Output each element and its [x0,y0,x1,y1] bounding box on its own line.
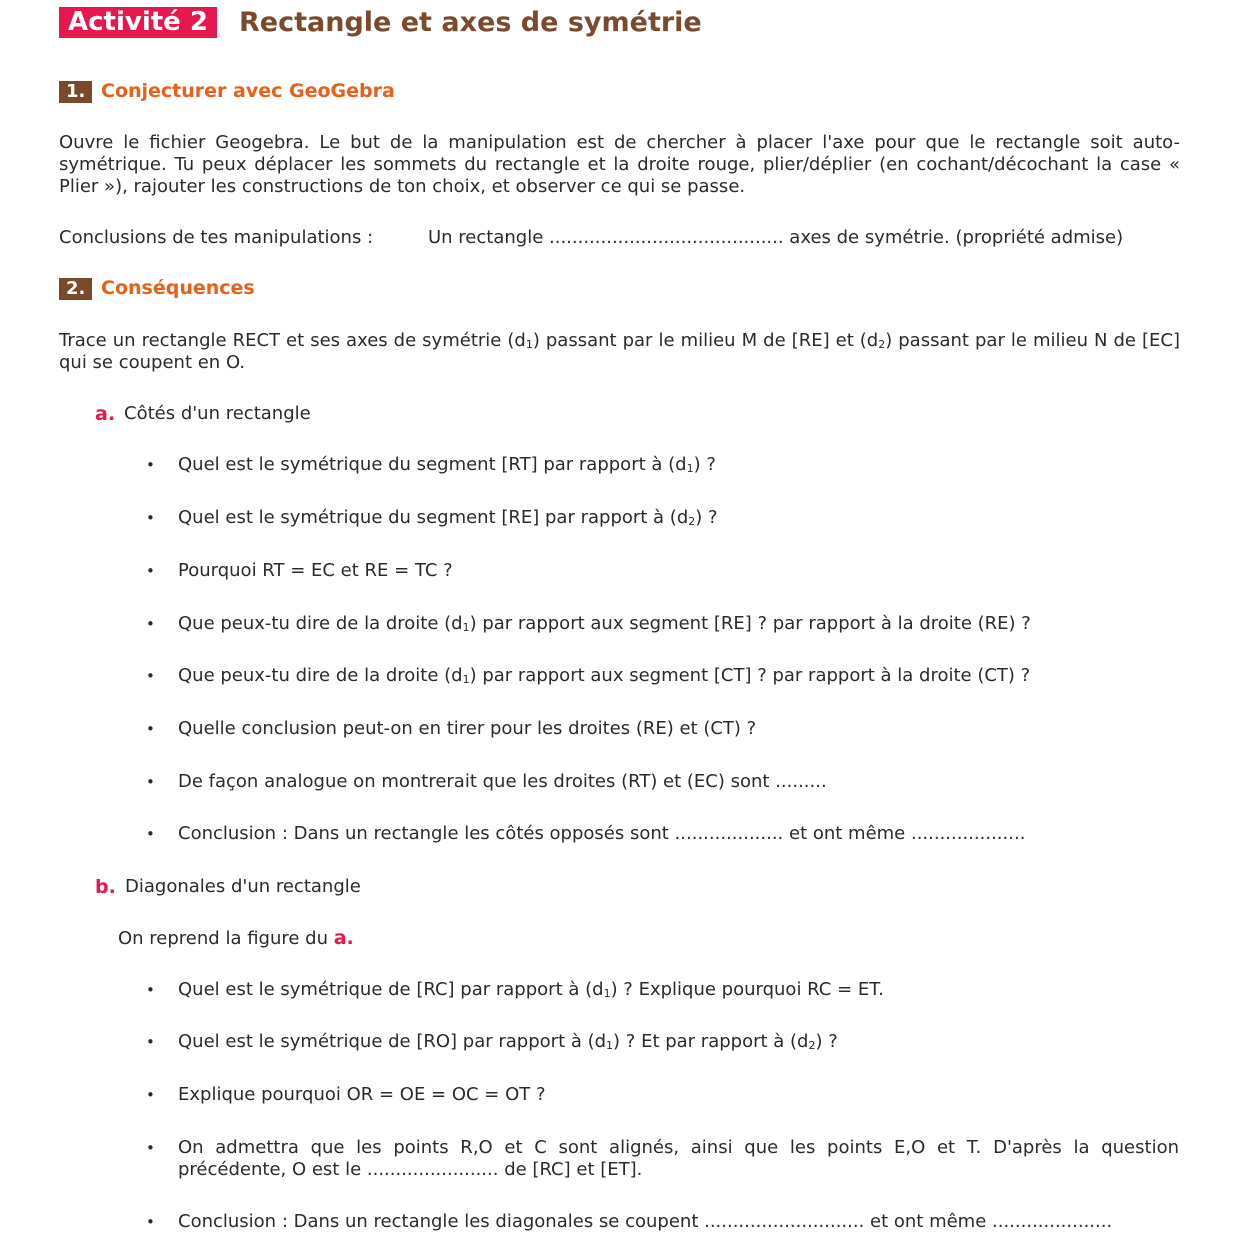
page-title: Rectangle et axes de symétrie [239,7,702,38]
bullet-icon: • [146,1033,155,1051]
bullet-icon: • [146,1139,155,1157]
question-a8: Conclusion : Dans un rectangle les côtés opposés sont ................... et ont même .................... [178,823,1026,844]
part-b-title: Diagonales d'un rectangle [125,876,361,897]
question-b5: Conclusion : Dans un rectangle les diagonales se coupent ............................ et ont même ..................... [178,1211,1113,1232]
question-a4: Que peux-tu dire de la droite $(d_1)$ par rapport aux segment [RE] ? par rapport à la droite (RE) ? [178,613,1031,634]
bullet-icon: • [146,1213,155,1231]
question-b2: Quel est le symétrique de [RO] par rapport à $(d_1)$ ? Et par rapport à $(d_2)$ ? [178,1031,838,1052]
part-a-title: Côtés d'un rectangle [124,403,311,424]
section-2-intro: Trace un rectangle RECT et ses axes de symétrie $(d_1)$ passant par le milieu M de [RE] et $(d_2)$ passant par le milieu N de [EC] qui se coupent en O. [59,330,1180,373]
question-a5: Que peux-tu dire de la droite $(d_1)$ par rapport aux segment [CT] ? par rapport à la droite (CT) ? [178,665,1031,686]
bullet-icon: • [146,720,155,738]
question-b3: Explique pourquoi OR = OE = OC = OT ? [178,1084,546,1105]
bullet-icon: • [146,825,155,843]
question-b1: Quel est le symétrique de [RC] par rapport à $(d_1)$ ? Explique pourquoi RC = ET. [178,979,884,1000]
bullet-icon: • [146,456,155,474]
part-a-reference: a. [333,927,354,949]
question-a1: Quel est le symétrique du segment [RT] par rapport à $(d_1)$ ? [178,454,716,475]
bullet-icon: • [146,562,155,580]
section-1-number: 1. [59,81,92,103]
question-a2: Quel est le symétrique du segment [RE] par rapport à $(d_2)$ ? [178,507,718,528]
activity-tag: Activité 2 [59,7,217,38]
bullet-icon: • [146,1086,155,1104]
question-a3: Pourquoi RT = EC et RE = TC ? [178,560,453,581]
bullet-icon: • [146,615,155,633]
bullet-icon: • [146,981,155,999]
conclusion-text: Un rectangle ......................................... axes de symétrie. (propriété admise) [428,227,1124,248]
section-1-paragraph: Ouvre le fichier Geogebra. Le but de la manipulation est de chercher à placer l'axe pour que le rectangle soit auto-symétrique. Tu peux déplacer les sommets du rectangle et la droite rouge, plier/déplier (en cochant/décochant la case « Plier »), rajouter les constructions de ton choix, et observer ce qui se passe. [59,132,1180,197]
question-a7: De façon analogue on montrerait que les droites (RT) et (EC) sont ......... [178,771,827,792]
part-a-letter: a. [95,403,116,425]
question-b4: On admettra que les points R,O et C sont alignés, ainsi que les points E,O et T. D'après la question précédente, O est le ....................... de [RC] et [ET]. [178,1137,1179,1180]
bullet-icon: • [146,667,155,685]
section-2-number: 2. [59,278,92,300]
bullet-icon: • [146,509,155,527]
conclusion-label: Conclusions de tes manipulations : [59,227,374,248]
part-b-letter: b. [95,876,116,898]
section-1-title: Conjecturer avec GeoGebra [101,80,395,102]
question-a6: Quelle conclusion peut-on en tirer pour les droites (RE) et (CT) ? [178,718,757,739]
section-2-title: Conséquences [101,277,255,299]
bullet-icon: • [146,773,155,791]
part-b-intro: On reprend la figure du a. [118,927,354,949]
